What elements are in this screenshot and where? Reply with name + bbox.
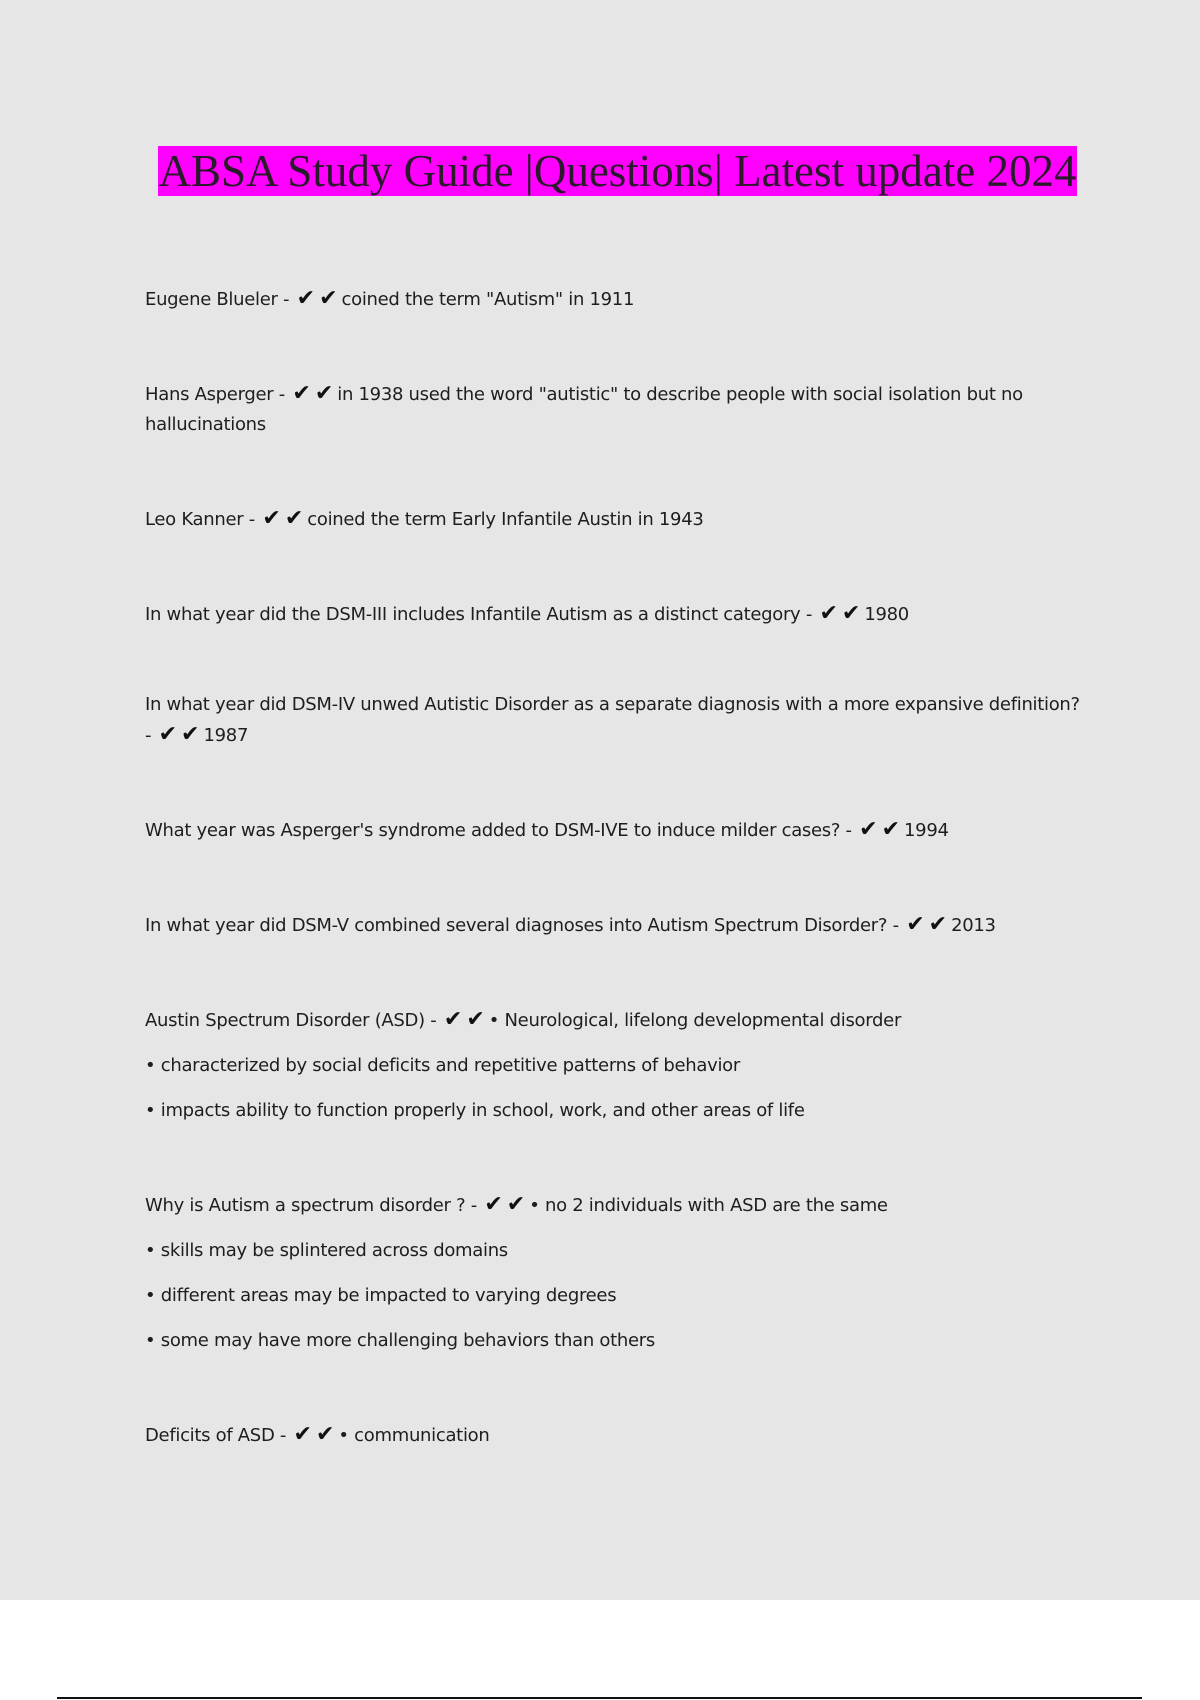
entry-term: What year was Asperger's syndrome added to DSM-IVE to induce milder cases?: [145, 820, 841, 841]
entry-bullet: • skills may be splintered across domains: [145, 1240, 508, 1261]
entry-term: In what year did DSM-V combined several diagnoses into Autism Spectrum Disorder?: [145, 915, 888, 936]
entry-line: [145, 379, 1085, 440]
entry-line: [145, 690, 1085, 751]
double-check-icon: ✔✔: [819, 601, 865, 626]
entry-answer: 1994: [904, 820, 949, 841]
entry-term: Deficits of ASD: [145, 1425, 275, 1446]
flashcard-entry: [145, 1190, 1085, 1356]
entry-bullet: • impacts ability to function properly in school, work, and other areas of life: [145, 1100, 805, 1121]
flashcard-entry: [145, 504, 1085, 535]
entry-line: [145, 599, 1085, 630]
entry-answer: 1980: [864, 604, 909, 625]
double-check-icon: ✔✔: [293, 1422, 339, 1447]
double-check-icon: ✔✔: [158, 722, 204, 747]
entry-answer: • communication: [338, 1425, 490, 1446]
entry-separator: -: [277, 289, 295, 310]
title-block: [0, 142, 1200, 200]
entry-line: [145, 910, 1085, 941]
entry-line: [145, 1190, 1085, 1221]
double-check-icon: ✔✔: [906, 912, 952, 937]
double-check-icon: ✔✔: [262, 506, 308, 531]
footer-divider: [57, 1697, 1142, 1699]
entry-line: [145, 1005, 1085, 1036]
entry-bullet: • some may have more challenging behaviors than others: [145, 1330, 655, 1351]
entry-bullet: • different areas may be impacted to varying degrees: [145, 1285, 617, 1306]
entry-term: In what year did the DSM-III includes Infantile Autism as a distinct category: [145, 604, 801, 625]
double-check-icon: ✔✔: [296, 286, 342, 311]
entry-line: [145, 1420, 1085, 1451]
entry-separator: -: [424, 1010, 442, 1031]
entry-answer: coined the term "Autism" in 1911: [341, 289, 635, 310]
entry-term: Austin Spectrum Disorder (ASD): [145, 1010, 425, 1031]
entry-line: [145, 504, 1085, 535]
flashcard-entry: [145, 1420, 1085, 1451]
entry-term: Hans Asperger: [145, 384, 274, 405]
double-check-icon: ✔✔: [484, 1192, 530, 1217]
entry-line: [145, 815, 1085, 846]
flashcard-entry: [145, 1005, 1085, 1126]
flashcard-entry: [145, 910, 1085, 941]
entry-term: In what year did DSM-IV unwed Autistic Disorder as a separate diagnosis with a more expansive definition?: [145, 694, 1080, 715]
entry-separator: -: [145, 725, 157, 746]
entry-answer: coined the term Early Infantile Austin in 1943: [307, 509, 704, 530]
flashcard-list: [145, 284, 1085, 1451]
flashcard-entry: [145, 284, 1085, 315]
flashcard-entry: [145, 815, 1085, 846]
flashcard-entry: [145, 599, 1085, 630]
entry-line: [145, 284, 1085, 315]
page-title: ABSA Study Guide |Questions| Latest update 2024: [158, 146, 1077, 196]
entry-separator: -: [273, 384, 291, 405]
entry-separator: -: [243, 509, 261, 530]
entry-separator: -: [465, 1195, 483, 1216]
entry-answer: in 1938 used the word "autistic" to describe people with social isolation but no hallucinations: [145, 384, 1023, 435]
double-check-icon: ✔✔: [443, 1007, 489, 1032]
entry-answer: 1987: [203, 725, 249, 746]
entry-term: Leo Kanner: [145, 509, 244, 530]
entry-separator: -: [840, 820, 858, 841]
flashcard-entry: [145, 379, 1085, 440]
entry-separator: -: [887, 915, 905, 936]
double-check-icon: ✔✔: [292, 381, 338, 406]
entry-separator: -: [800, 604, 818, 625]
entry-term: Eugene Blueler: [145, 289, 278, 310]
entry-answer: • no 2 individuals with ASD are the same: [529, 1195, 888, 1216]
entry-bullet: • characterized by social deficits and repetitive patterns of behavior: [145, 1055, 740, 1076]
flashcard-entry: [145, 690, 1085, 751]
entry-separator: -: [274, 1425, 292, 1446]
double-check-icon: ✔✔: [859, 817, 905, 842]
entry-term: Why is Autism a spectrum disorder ?: [145, 1195, 466, 1216]
entry-answer: • Neurological, lifelong developmental disorder: [488, 1010, 902, 1031]
entry-answer: 2013: [951, 915, 996, 936]
